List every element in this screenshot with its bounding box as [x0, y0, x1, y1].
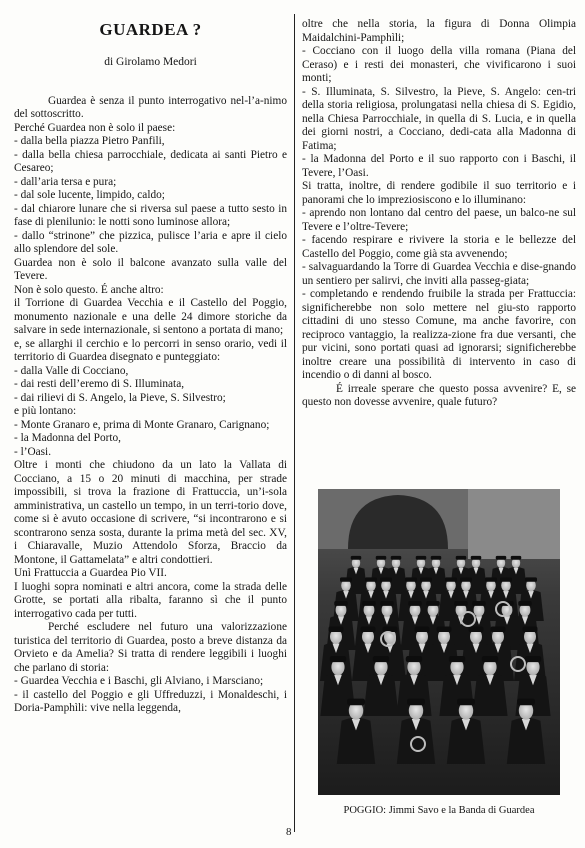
band-cap — [406, 656, 423, 662]
paragraph: e più lontano: — [14, 405, 77, 417]
paragraph: - dalla bella piazza Pietro Panfili, — [14, 135, 165, 147]
band-cap — [361, 627, 376, 633]
band-cap — [482, 656, 499, 662]
paragraph: - salvaguardando la Torre di Guardea Vecchia e dise-gnando un sentiero per salirvi, che inviti alla passeg-giata; — [302, 261, 576, 287]
band-cap — [415, 627, 430, 633]
paragraph: il Torrione di Guardea Vecchia e il Castello del Poggio, monumento nazionale e una delle 24 dimore storiche da salvare in sede internazionale, si sentono a portata di mano; — [14, 297, 287, 336]
paragraph: - Cocciano con il luogo della villa romana (Piana del Ceraso) e i resti dei monasteri, che vivificarono i suoi monti; — [302, 45, 576, 84]
paragraph: - aprendo non lontano dal centro del paese, un balco-ne sul Tevere e l’oltre-Tevere; — [302, 207, 576, 233]
band-cap — [518, 601, 532, 606]
paragraph: - Guardea Vecchia e i Baschi, gli Alviano, i Marsciano; — [14, 675, 264, 687]
paragraph: - dalla Valle di Cocciano, — [14, 364, 129, 377]
band-cap — [373, 656, 390, 662]
paragraph: - Monte Granaro e, prima di Monte Granaro, Carignano; — [14, 418, 270, 431]
article-byline: di Girolamo Medori — [104, 56, 197, 68]
paragraph: Non è solo questo. É anche altro: — [14, 283, 164, 296]
band-cap — [383, 627, 398, 633]
band-cap — [334, 601, 348, 606]
paragraph: Unì Frattuccia a Guardea Pio VII. — [14, 567, 167, 579]
band-cap — [469, 627, 484, 633]
band-cap — [391, 556, 402, 560]
paragraph: - dai rilievi di S. Angelo, la Pieve, S. Silvestro; — [14, 391, 226, 404]
paragraph: - completando e rendendo fruibile la strada per Frattuccia: significherebbe non solo mettere nel giu-sto rapporto cittadini di uno stesso Comune, ma anche favorire, con reciproco vantaggio, la realizza-zione fra due versanti, che pur vicini, sono portati quasi ad ignorarsi; significherebbe inoltre creare una possibilità di intervento in caso di incendio o di danni al bosco. — [302, 288, 576, 381]
band-cap — [362, 601, 376, 606]
band-cap — [416, 556, 427, 560]
paragraph: - il castello del Poggio e gli Uffreduzzi, i Monaldeschi, i Doria-Pamphìli: vive nella leggenda, — [14, 688, 287, 714]
band-cap — [456, 556, 467, 560]
paragraph: - dall’aria tersa e pura; — [14, 175, 117, 188]
band-cap — [525, 577, 537, 581]
band-cap — [525, 656, 542, 662]
paragraph: - l’Oasi. — [14, 445, 52, 458]
paragraph: - dai resti dell’eremo di S. Illuminata, — [14, 378, 185, 390]
band-cap — [500, 577, 512, 581]
band-cap — [330, 656, 347, 662]
column-divider — [294, 14, 295, 832]
band-cap — [329, 627, 344, 633]
band-cap — [407, 699, 425, 706]
band-cap — [517, 699, 535, 706]
band-cap — [471, 556, 482, 560]
right-column — [302, 18, 576, 410]
article-title: GUARDEA ? — [99, 20, 202, 39]
page-number: 8 — [286, 826, 292, 838]
band-cap — [380, 577, 392, 581]
band-cap — [445, 577, 457, 581]
band-cap — [380, 601, 394, 606]
paragraph: É irreale sperare che questo possa avvenire? E, se questo non dovesse avvenire, quale futuro? — [302, 382, 576, 408]
band-cap — [408, 601, 422, 606]
band-cap — [437, 627, 452, 633]
paragraph: Guardea è senza il punto interrogativo nel-l’a-nimo del sottoscritto. — [14, 94, 287, 120]
band-cap — [454, 601, 468, 606]
band-cap — [457, 699, 475, 706]
paragraph: e, se allarghi il cerchio e lo percorri in senso orario, vedi il territorio di Guardea disegnato e punteggiato: — [14, 337, 287, 363]
band-cap — [491, 627, 506, 633]
band-cap — [523, 627, 538, 633]
band-cap — [449, 656, 466, 662]
paragraph: oltre che nella storia, la figura di Donna Olimpia Maidalchini-Pamphìli; — [302, 18, 576, 44]
band-cap — [347, 699, 365, 706]
paragraph: Oltre i monti che chiudono da un lato la Vallata di Cocciano, a 15 o 20 minuti di macchina, per strade impossibili, si trova la frazione di Frattuccia, un’i-sola amministrativa, un castello un tempo, in un terri-torio dove, come si è avuto occasione di scrivere, “si incontrarono e si scontrarono senza sosta, durante la prima metà del sec. XV, i Chiaravalle, Muzio Attendolo Sforza, Braccio da Montone, il Gattamelata” e altri condottieri. — [14, 459, 287, 566]
band-cap — [405, 577, 417, 581]
band-cap — [420, 577, 432, 581]
band-cap — [431, 556, 442, 560]
band-cap — [426, 601, 440, 606]
band-cap — [376, 556, 387, 560]
left-column — [14, 18, 287, 716]
photo-caption: POGGIO: Jimmi Savo e la Banda di Guardea — [343, 805, 535, 816]
paragraph: Guardea non è solo il balcone avanzato sulla valle del Tevere. — [14, 256, 287, 282]
paragraph: - dalla bella chiesa parrocchiale, dedicata ai santi Pietro e Cesareo; — [14, 148, 287, 174]
paragraph: - facendo respirare e rivivere la storia e le bellezze del Castello del Poggio, come già sta avvenendo; — [302, 234, 576, 260]
band-cap — [340, 577, 352, 581]
right-column-body — [302, 18, 576, 410]
band-cap — [460, 577, 472, 581]
paragraph: Perché Guardea non è solo il paese: — [14, 121, 176, 134]
band-cap — [351, 556, 362, 560]
band-cap — [496, 556, 507, 560]
band-cap — [365, 577, 377, 581]
paragraph: - S. Illuminata, S. Silvestro, la Pieve, S. Angelo: cen-tri della storia religiosa, prolungatasi nella chiesa di S. Egidio, nella Chiesa Parrocchiale, in quella di S. Lucia, e in quella dei giorni nostri, a Cocciano, dedi-cata alla Madonna di Fatima; — [302, 85, 576, 152]
left-column-body — [14, 95, 287, 716]
band-photo — [318, 489, 560, 795]
paragraph: - la Madonna del Porto, — [14, 432, 121, 444]
paragraph: - dal chiarore lunare che si riversa sul paese a tutto sesto in fase di plenilunio: le notti sono luminose allora; — [14, 202, 287, 228]
band-cap — [485, 577, 497, 581]
paragraph: Perché escludere nel futuro una valorizzazione turistica del territorio di Guardea, posto a breve distanza da Orvieto e da Amelia? Si tratta di rendere leggibili i luoghi che parlano di storia: — [14, 621, 287, 674]
paragraph: - dallo “strinone” che pizzica, pulisce l’aria e apre il cielo allo splendore del sole. — [14, 229, 287, 255]
band-cap — [472, 601, 486, 606]
paragraph: - la Madonna del Porto e il suo rapporto con i Baschi, il Tevere, l’Oasi. — [302, 153, 576, 179]
paragraph: - dal sole lucente, limpido, caldo; — [14, 189, 165, 201]
paragraph: I luoghi sopra nominati e altri ancora, come la strada delle Grotte, se portati alla ribalta, faranno sì che il punto interrogativo cada per tutti. — [14, 580, 287, 620]
paragraph: Si tratta, inoltre, di rendere godibile il suo territorio e i panorami che lo impreziosiscono e lo illuminano: — [302, 180, 576, 206]
band-cap — [511, 556, 522, 560]
